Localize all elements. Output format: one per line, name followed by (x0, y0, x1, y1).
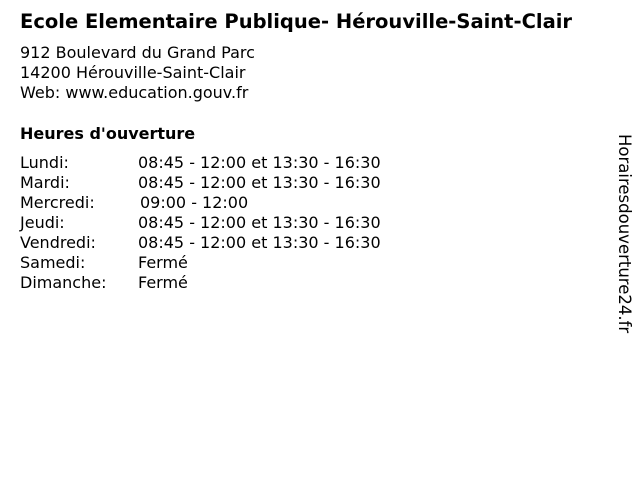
hours-row-monday (20, 153, 381, 173)
day-label: Mardi: (20, 173, 70, 192)
time-value: 08:45 - 12:00 et 13:30 - 16:30 (138, 213, 381, 232)
brand-text: Horairesdouverture24.fr (615, 134, 634, 334)
hours-row-thursday (20, 213, 381, 233)
day-label: Samedi: (20, 253, 86, 272)
city-address: 14200 Hérouville-Saint-Clair (20, 63, 246, 82)
opening-hours-table (20, 153, 381, 293)
day-label: Jeudi: (20, 213, 65, 232)
hours-row-friday (20, 233, 381, 253)
website-link[interactable]: Web: www.education.gouv.fr (20, 83, 249, 102)
time-value: 08:45 - 12:00 et 13:30 - 16:30 (138, 173, 381, 192)
day-label: Dimanche: (20, 273, 107, 292)
hours-row-sunday (20, 273, 381, 293)
page-title: Ecole Elementaire Publique- Hérouville-Saint-Clair (20, 10, 573, 33)
street-address: 912 Boulevard du Grand Parc (20, 43, 255, 62)
day-label: Vendredi: (20, 233, 96, 252)
time-value: Fermé (138, 273, 188, 292)
day-label: Lundi: (20, 153, 69, 172)
brand-watermark (612, 134, 636, 374)
opening-hours-heading: Heures d'ouverture (20, 124, 196, 143)
time-value: 09:00 - 12:00 (140, 193, 249, 212)
time-value: 08:45 - 12:00 et 13:30 - 16:30 (138, 233, 381, 252)
hours-row-saturday (20, 253, 381, 273)
hours-row-tuesday (20, 173, 381, 193)
day-label: Mercredi: (20, 193, 95, 212)
hours-row-wednesday (20, 193, 381, 213)
address-block (20, 43, 255, 103)
time-value: 08:45 - 12:00 et 13:30 - 16:30 (138, 153, 381, 172)
time-value: Fermé (138, 253, 188, 272)
